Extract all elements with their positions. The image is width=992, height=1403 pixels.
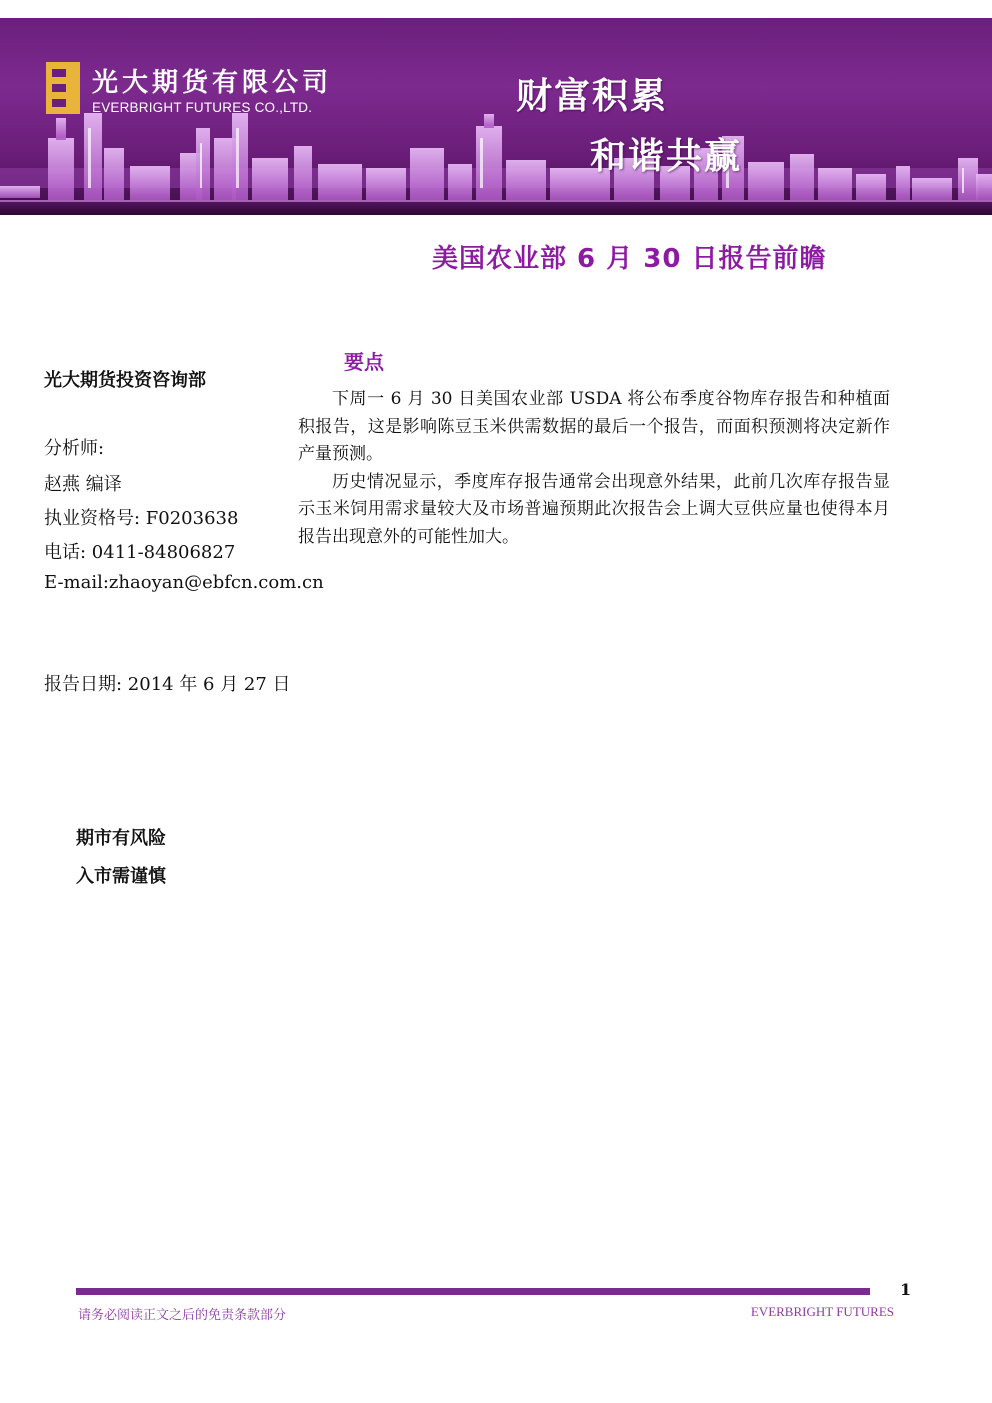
analyst-label: 分析师:	[44, 438, 105, 459]
everbright-b-logo-icon	[46, 62, 80, 114]
page-number: 1	[900, 1280, 912, 1299]
risk-warning-line-2: 入市需谨慎	[76, 866, 166, 887]
company-name-en: EVERBRIGHT FUTURES CO.,LTD.	[92, 100, 313, 115]
license-number: 执业资格号: F0203638	[44, 508, 239, 529]
summary-paragraph: 下周一 6 月 30 日美国农业部 USDA 将公布季度谷物库存报告和种植面积报告，这是影响陈豆玉米供需数据的最后一个报告，而面积预测将决定新作产量预测。	[298, 389, 890, 464]
slogan-line-2: 和谐共赢	[590, 136, 743, 177]
footer-brand: EVERBRIGHT FUTURES	[750, 1304, 894, 1319]
email-address: E-mail:zhaoyan@ebfcn.com.cn	[44, 572, 324, 593]
summary-paragraph: 历史情况显示，季度库存报告通常会出现意外结果，此前几次库存报告显示玉米饲用需求量较大及市场普遍预期此次报告会上调大豆供应量也使得本月报告出现意外的可能性加大。	[298, 471, 890, 547]
risk-warning-line-1: 期市有风险	[76, 828, 166, 849]
footer-divider	[76, 1288, 870, 1295]
city-skyline-image	[0, 18, 992, 215]
author-info-panel	[44, 366, 294, 392]
disclaimer-text: 请务必阅读正文之后的免责条款部分	[78, 1308, 287, 1323]
report-title: 美国农业部 6 月 30 日报告前瞻	[432, 244, 827, 274]
analyst-name: 赵燕 编译	[44, 474, 122, 495]
summary-body	[298, 386, 890, 551]
phone-number: 电话: 0411-84806827	[44, 542, 236, 563]
summary-heading: 要点	[344, 350, 384, 374]
department-name: 光大期货投资咨询部	[44, 370, 206, 391]
header-banner	[0, 18, 992, 215]
report-date: 报告日期: 2014 年 6 月 27 日	[44, 674, 291, 695]
slogan-line-1: 财富积累	[516, 76, 669, 117]
company-name-cn: 光大期货有限公司	[92, 68, 333, 98]
